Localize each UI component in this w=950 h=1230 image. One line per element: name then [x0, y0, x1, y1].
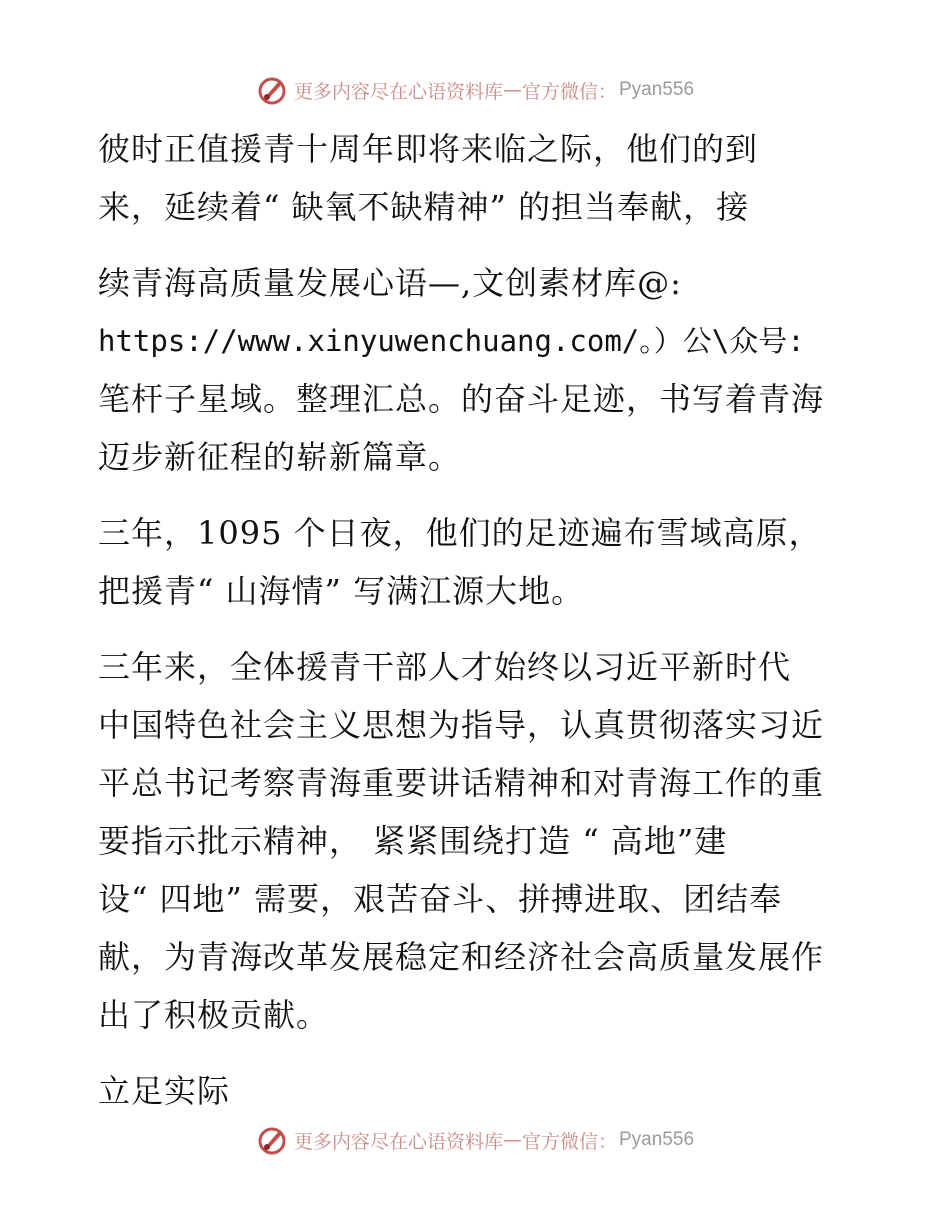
watermark-prefix: 更多内容尽在心语资料库 [293, 80, 503, 103]
text-line: 三年，1095 个日夜，他们的足迹遍布雪域高原， [98, 514, 822, 552]
watermark-dash: — [502, 1129, 522, 1151]
brush-logo-icon [256, 74, 288, 106]
paragraph [98, 1062, 858, 1120]
text-line: 三年来，全体援青干部人才始终以习近平新时代 [98, 648, 792, 686]
watermark-prefix: 更多内容尽在心语资料库 [293, 1130, 503, 1153]
text-line: 迈步新征程的崭新篇章。 [98, 438, 462, 476]
text-line: 彼时正值援青十周年即将来临之际，他们的到 [98, 130, 759, 168]
text-line: 出了积极贡献。 [98, 996, 330, 1034]
document-body [98, 120, 858, 1120]
brush-logo-icon [256, 1124, 288, 1156]
text-line: 设“ 四地” 需要，艰苦奋斗、拼搏进取、团结奉 [98, 880, 783, 918]
text-line: 中国特色社会主义思想为指导，认真贯彻落实习近 [98, 706, 825, 744]
watermark-dash: — [502, 79, 522, 101]
text-line-url: https://www.xinyuwenchuang.com/。）公\众号: [98, 324, 805, 358]
text-line: 来，延续着“ 缺氧不缺精神” 的担当奉献，接 [98, 188, 750, 226]
text-line: 笔杆子星域。整理汇总。的奋斗足迹，书写着青海 [98, 380, 825, 418]
paragraph [98, 638, 858, 1044]
text-line: 献，为青海改革发展稳定和经济社会高质量发展作 [98, 938, 825, 976]
watermark-suffix: 官方微信： [521, 80, 617, 103]
watermark-account: Pyan556 [619, 1129, 695, 1150]
paragraph [98, 120, 858, 236]
paragraph [98, 254, 858, 486]
section-heading: 立足实际 [98, 1072, 231, 1110]
watermark-account: Pyan556 [619, 79, 695, 100]
header-watermark [0, 70, 950, 110]
watermark-suffix: 官方微信： [521, 1130, 617, 1153]
text-line: 续青海高质量发展心语—,文创素材库@: [98, 264, 682, 302]
footer-watermark [0, 1120, 950, 1160]
text-line: 要指示批示精神， 紧紧围绕打造 “ 高地”建 [98, 822, 728, 860]
text-line: 平总书记考察青海重要讲话精神和对青海工作的重 [98, 764, 825, 802]
paragraph [98, 504, 858, 620]
text-line: 把援青“ 山海情” 写满江源大地。 [98, 572, 585, 610]
